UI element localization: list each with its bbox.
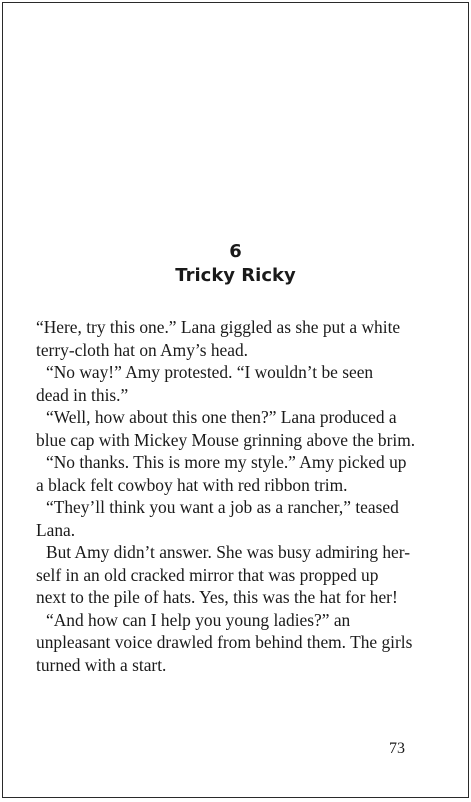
chapter-title: Tricky Ricky [175,265,296,286]
text-line: “Here, try this one.” Lana giggled as she put a white [36,317,401,337]
text-line: “They’ll think you want a job as a rancher,” teased [46,497,399,517]
text-line: “No thanks. This is more my style.” Amy picked up [46,452,407,472]
text-line: “Well, how about this one then?” Lana produced a [46,407,397,427]
text-line: self in an old cracked mirror that was propped up [36,564,379,585]
text-line: dead in this.” [36,384,129,405]
text-line: “No way!” Amy protested. “I wouldn’t be seen [46,362,374,382]
text-line: blue cap with Mickey Mouse grinning above the brim. [36,429,416,450]
text-line: “And how can I help you young ladies?” an [46,609,351,630]
chapter-number: 6 [229,241,242,262]
page-number: 73 [389,740,405,757]
text-line: turned with a start. [36,654,167,675]
chapter-body [36,316,436,676]
book-page [2,2,469,798]
text-line: terry-cloth hat on Amy’s head. [36,339,249,360]
text-line: a black felt cowboy hat with red ribbon trim. [36,474,348,495]
text-line: Lana. [36,519,76,540]
text-line: But Amy didn’t answer. She was busy admiring her- [46,542,411,562]
text-line: unpleasant voice drawled from behind them. The girls [36,632,413,652]
text-line: next to the pile of hats. Yes, this was the hat for her! [36,587,398,607]
